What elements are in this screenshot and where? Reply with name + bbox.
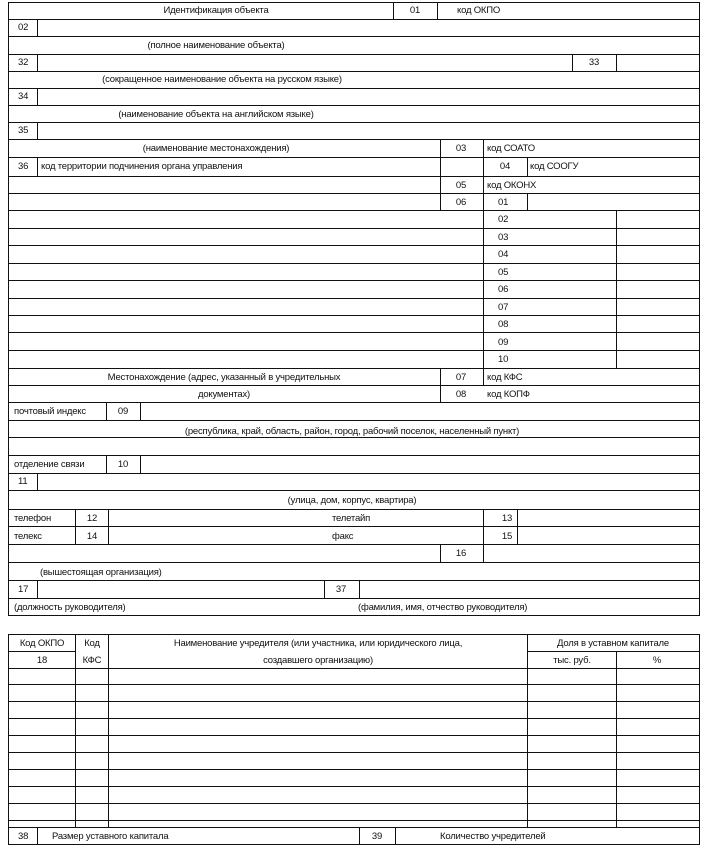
short-name-caption: (сокращенное наименование объекта на русском языке) — [102, 74, 342, 85]
col-share-rub-header: тыс. руб. — [553, 655, 591, 666]
telex-label: телекс — [14, 531, 42, 542]
capital-field[interactable] — [230, 828, 359, 844]
code-04: 04 — [499, 161, 511, 172]
okonh-row-02: 02 — [498, 214, 509, 225]
kfs-label: код КФС — [487, 372, 523, 383]
code-17: 17 — [18, 584, 29, 595]
parent-org-caption: (вышестоящая организация) — [40, 567, 162, 578]
head-position-caption: (должность руководителя) — [14, 602, 126, 613]
col-kfs-header-line2: КФС — [82, 655, 102, 666]
code-13: 13 — [501, 513, 513, 524]
code-14: 14 — [86, 531, 98, 542]
code-08: 08 — [455, 389, 467, 400]
capital-label: Размер уставного капитала — [52, 831, 169, 842]
code-16: 16 — [455, 548, 467, 559]
code-15: 15 — [501, 531, 513, 542]
code-10: 10 — [117, 459, 129, 470]
okonh-row-01: 01 — [498, 197, 509, 208]
soogu-label: код СООГУ — [530, 161, 579, 172]
fax-label: факс — [332, 531, 354, 542]
english-name-caption: (наименование объекта на английском языке) — [118, 109, 314, 120]
code-32: 32 — [18, 57, 29, 68]
code-34: 34 — [18, 91, 29, 102]
okonh-row-03: 03 — [498, 232, 509, 243]
code-01: 01 — [409, 5, 421, 16]
identification-label: Идентификация объекта — [163, 5, 269, 16]
okpo-label: код ОКПО — [457, 5, 501, 16]
postal-index-label: почтовый индекс — [14, 406, 86, 417]
okonh-row-05: 05 — [498, 267, 509, 278]
founders-rows-area[interactable] — [9, 669, 699, 827]
soato-label: код СОАТО — [487, 143, 535, 154]
head-name-caption: (фамилия, имя, отчество руководителя) — [358, 602, 528, 613]
address-label-line2: документах) — [197, 389, 251, 400]
code-02: 02 — [18, 22, 29, 33]
full-name-caption: (полное наименование объекта) — [147, 40, 285, 51]
code-35: 35 — [18, 125, 29, 136]
code-06: 06 — [455, 197, 467, 208]
okonh-row-07: 07 — [498, 302, 509, 313]
okonh-row-06: 06 — [498, 284, 509, 295]
okonh-row-10: 10 — [498, 354, 509, 365]
region-caption: (республика, край, область, район, город, рабочий поселок, населенный пункт) — [184, 426, 520, 437]
post-office-label: отделение связи — [14, 459, 85, 470]
kopf-label: код КОПФ — [487, 389, 530, 400]
phone-label: телефон — [14, 513, 51, 524]
col-name-header-line2: создавшего организацию) — [263, 655, 373, 666]
okonh-row-09: 09 — [498, 337, 509, 348]
code-38: 38 — [18, 831, 29, 842]
okonh-row-08: 08 — [498, 319, 509, 330]
col-name-header-line1: Наименование учредителя (или участника, или юридического лица, — [173, 638, 463, 649]
teletype-label: телетайп — [332, 513, 371, 524]
code-12: 12 — [86, 513, 98, 524]
code-03: 03 — [455, 143, 467, 154]
code-11: 11 — [18, 476, 28, 487]
code-18: 18 — [36, 655, 48, 666]
address-label-line1: Местонахождение (адрес, указанный в учредительных — [107, 372, 341, 383]
founders-count-label: Количество учредителей — [440, 831, 546, 842]
okonh-row-04: 04 — [498, 249, 509, 260]
territory-label: код территории подчинения органа управления — [41, 161, 243, 172]
location-name-caption: (наименование местонахождения) — [142, 143, 290, 154]
col-share-pct-header: % — [652, 655, 662, 666]
founders-count-field[interactable] — [560, 828, 699, 844]
okonh-label: код ОКОНХ — [487, 180, 537, 191]
code-36: 36 — [18, 161, 29, 172]
code-33: 33 — [588, 57, 600, 68]
street-caption: (улица, дом, корпус, квартира) — [287, 495, 417, 506]
code-39: 39 — [371, 831, 383, 842]
code-09: 09 — [117, 406, 129, 417]
col-share-header: Доля в уставном капитале — [557, 638, 669, 649]
col-okpo-header: Код ОКПО — [19, 638, 65, 649]
code-05: 05 — [455, 180, 467, 191]
code-07: 07 — [455, 372, 467, 383]
col-kfs-header-line1: Код — [84, 638, 100, 649]
code-37: 37 — [335, 584, 347, 595]
